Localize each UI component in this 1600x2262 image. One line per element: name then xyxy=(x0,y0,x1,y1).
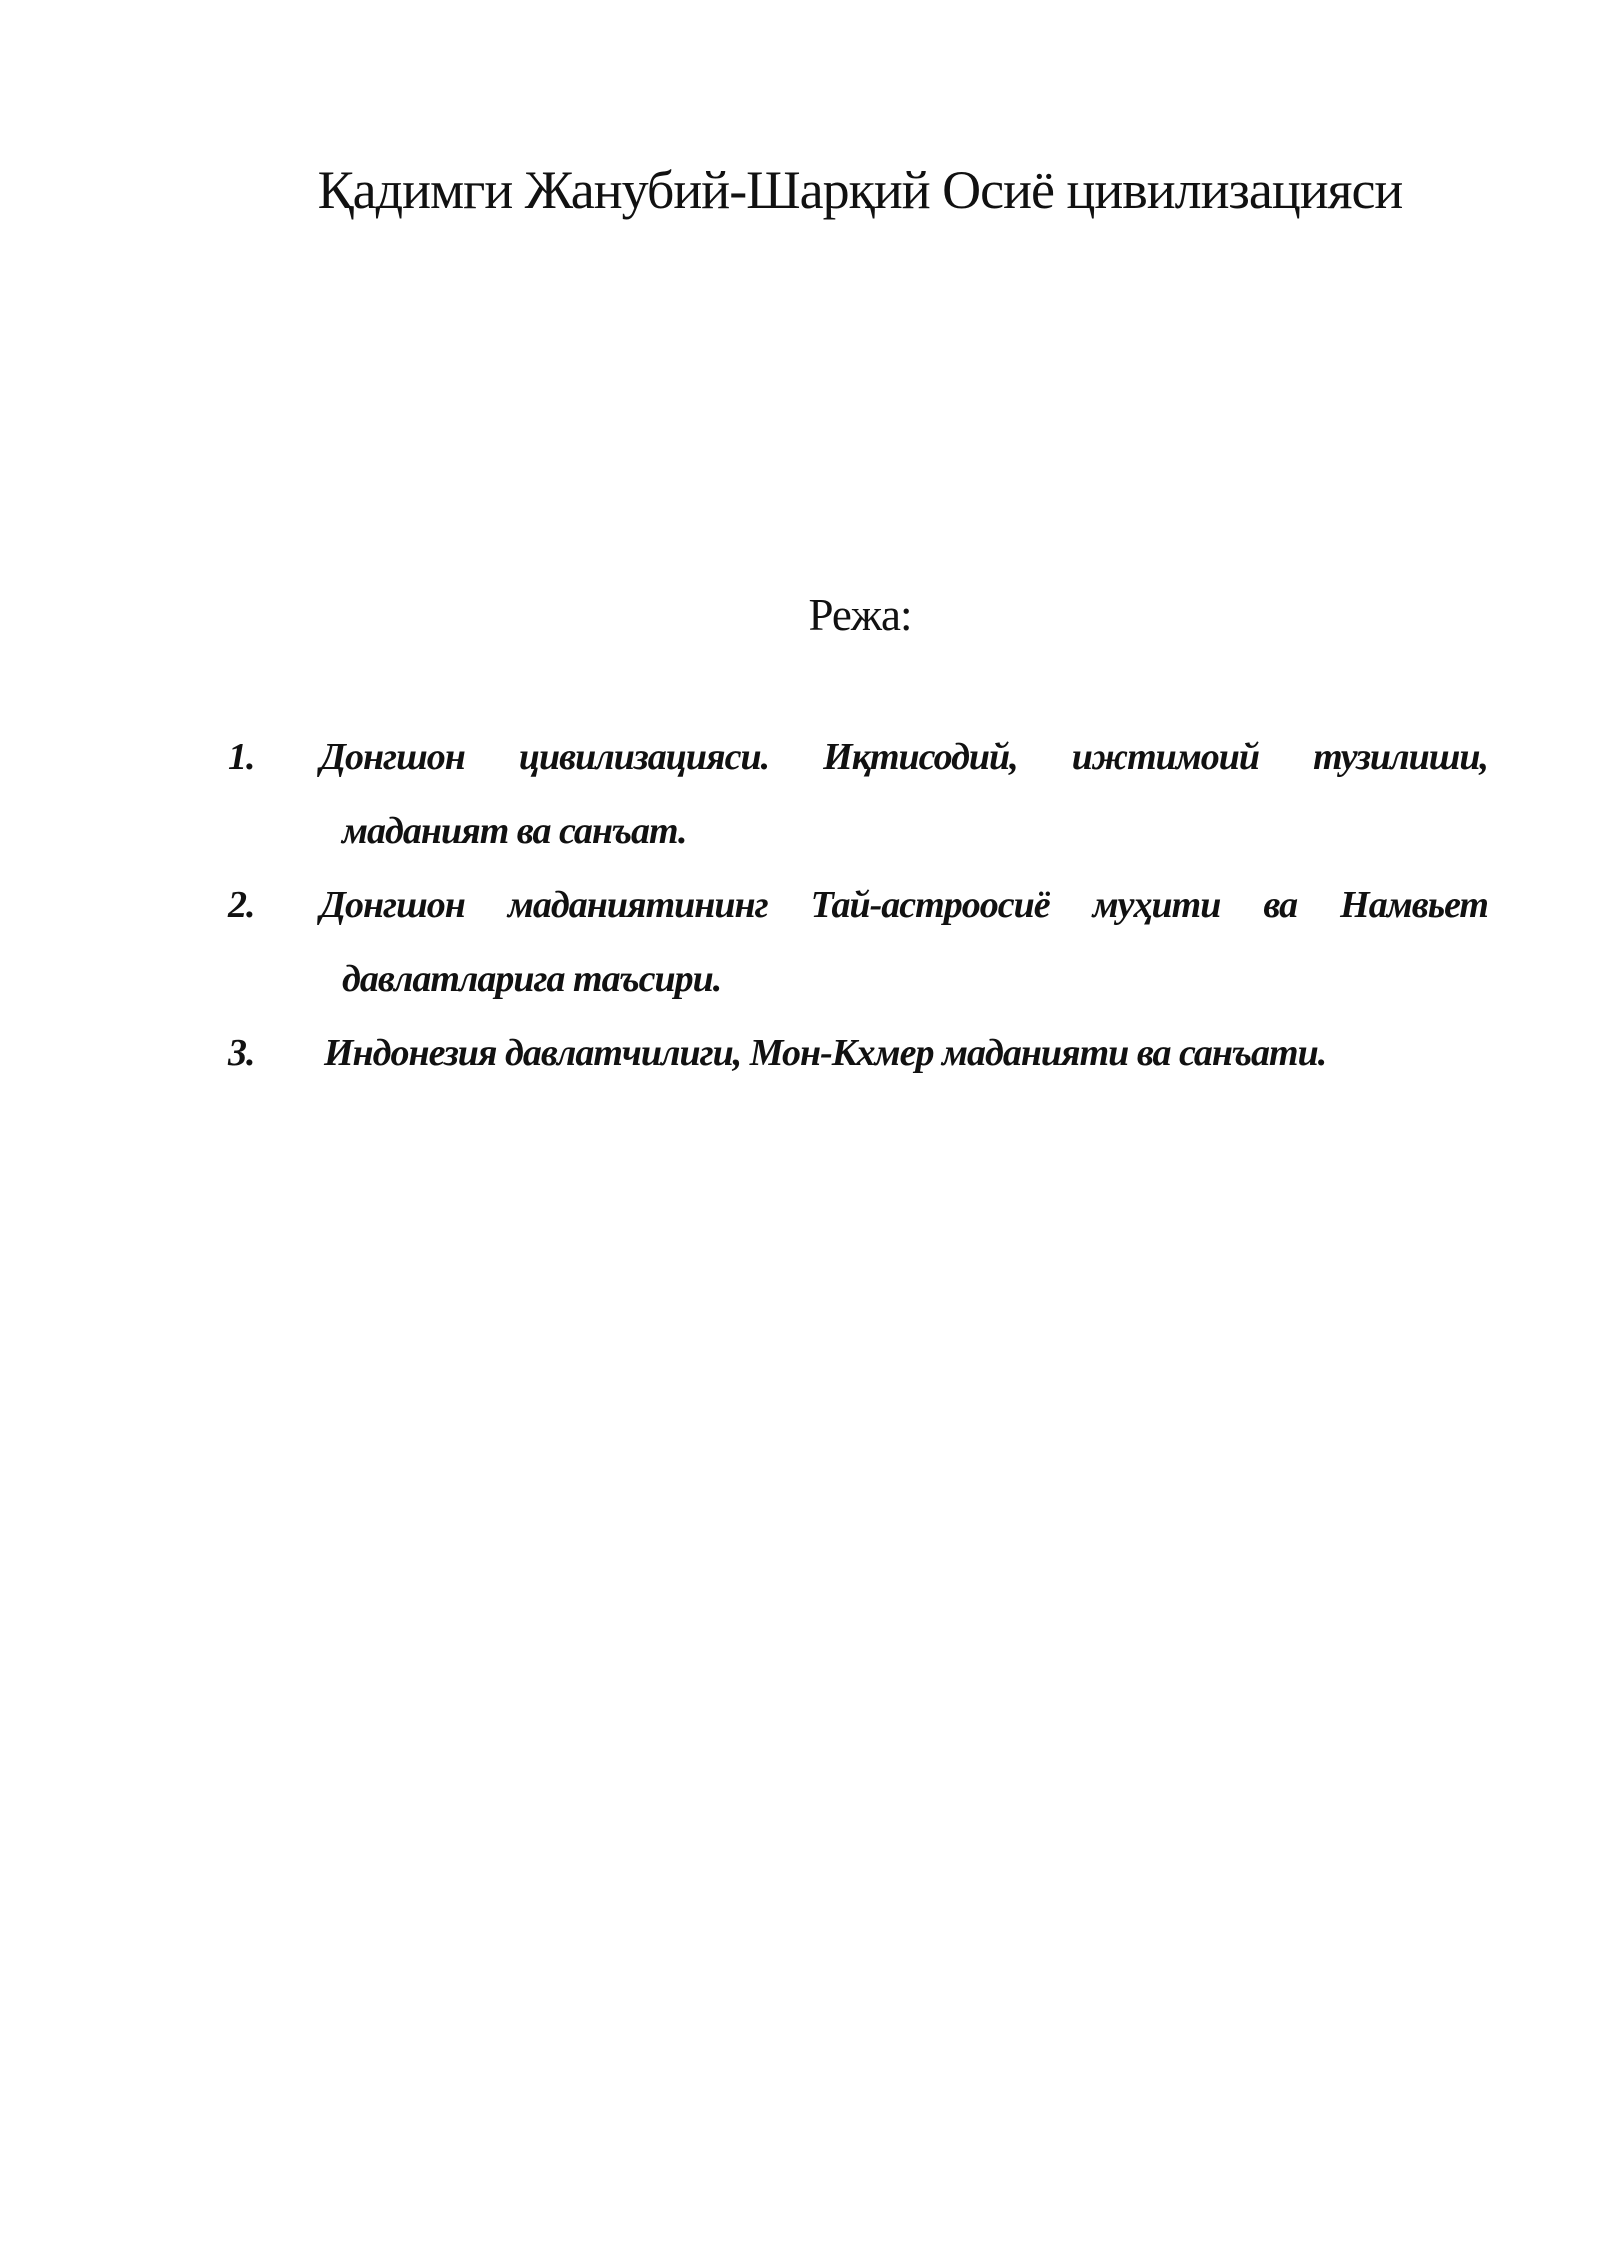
plan-item-2 xyxy=(228,868,1488,1016)
document-title: Қадимги Жанубий-Шарқий Осиё цивилизацияси xyxy=(317,160,1403,220)
plan-item-1 xyxy=(228,720,1488,868)
plan-item-text-continuation: давлатларига таъсири. xyxy=(342,958,722,1000)
plan-item-text: Донгшон маданиятининг Тай-астроосиё муҳити ва Намвьет xyxy=(320,884,1488,926)
plan-item-number: 2. xyxy=(228,884,255,926)
plan-item-3 xyxy=(228,1016,1488,1090)
plan-item-text: Донгшон цивилизацияси. Иқтисодий, ижтимоий тузилиши, xyxy=(320,736,1488,778)
plan-item-text: Индонезия давлатчилиги, Мон-Кхмер маданияти ва санъати. xyxy=(324,1032,1327,1074)
plan-item-number: 1. xyxy=(228,736,255,778)
plan-heading: Режа: xyxy=(808,590,912,640)
plan-item-number: 3. xyxy=(228,1032,255,1074)
plan-item-text-continuation: маданият ва санъат. xyxy=(342,810,687,852)
plan-list xyxy=(228,720,1488,1090)
